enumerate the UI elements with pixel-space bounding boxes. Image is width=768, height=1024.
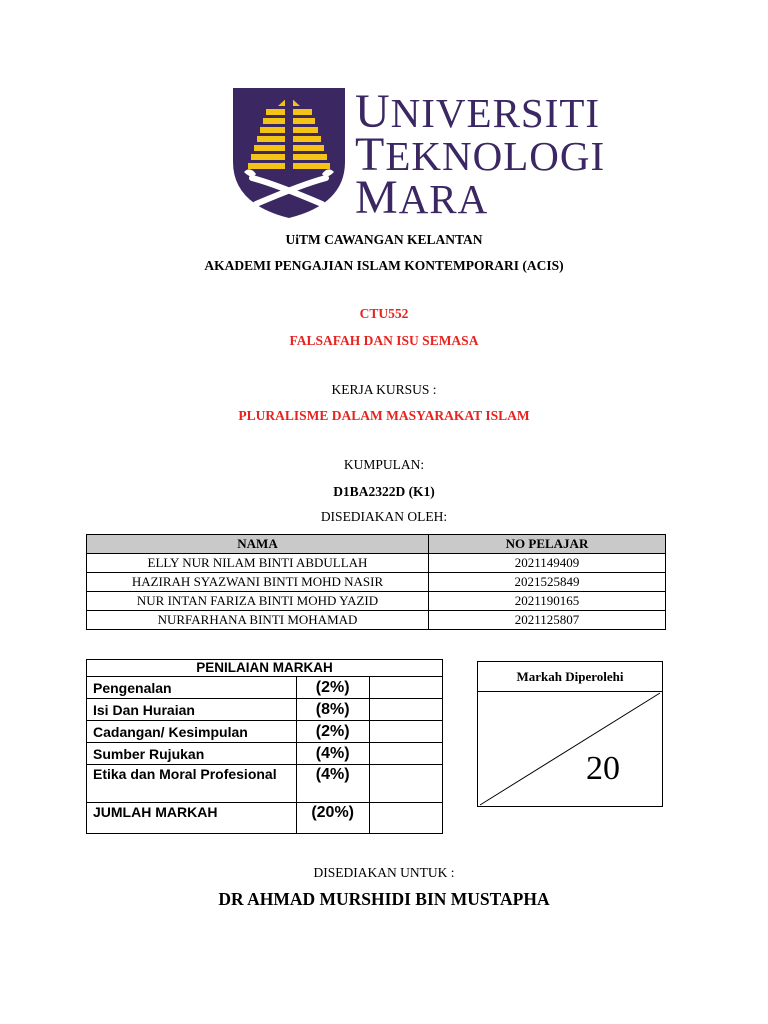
student-number: 2021525849 xyxy=(429,573,666,592)
criterion-weight: (2%) xyxy=(296,721,369,743)
total-score-cell xyxy=(369,803,442,834)
criterion-score-cell xyxy=(369,743,442,765)
assessment-row xyxy=(87,721,443,743)
assessment-row xyxy=(87,677,443,699)
assessment-row xyxy=(87,699,443,721)
criterion-label: Pengenalan xyxy=(87,677,297,699)
table-row xyxy=(87,554,666,573)
prepared-by-label: DISEDIAKAN OLEH: xyxy=(320,509,448,524)
criterion-weight: (8%) xyxy=(296,699,369,721)
criterion-score-cell xyxy=(369,677,442,699)
lecturer-name: DR AHMAD MURSHIDI BIN MUSTAPHA xyxy=(218,889,550,909)
assessment-row xyxy=(87,765,443,803)
uitm-crest-icon xyxy=(230,86,348,220)
student-number: 2021190165 xyxy=(429,592,666,611)
criterion-label: Etika dan Moral Profesional xyxy=(87,765,297,803)
logo-line-1: UNIVERSITI xyxy=(355,85,601,138)
column-header-student-no: NO PELAJAR xyxy=(429,535,666,554)
table-row xyxy=(87,611,666,630)
coursework-label: KERJA KURSUS : xyxy=(331,382,437,397)
total-weight: (20%) xyxy=(296,803,369,834)
criterion-label: Sumber Rujukan xyxy=(87,743,297,765)
coursework-title: PLURALISME DALAM MASYARAKAT ISLAM xyxy=(238,408,530,423)
assessment-row xyxy=(87,743,443,765)
column-header-name: NAMA xyxy=(87,535,429,554)
course-code: CTU552 xyxy=(359,306,409,321)
diagonal-divider xyxy=(478,692,662,806)
course-name: FALSAFAH DAN ISU SEMASA xyxy=(289,333,479,348)
assessment-header-row xyxy=(87,660,443,677)
criterion-score-cell xyxy=(369,699,442,721)
student-number: 2021125807 xyxy=(429,611,666,630)
criterion-score-cell xyxy=(369,765,442,803)
criterion-weight: (4%) xyxy=(296,765,369,803)
university-logo xyxy=(230,85,606,224)
criterion-score-cell xyxy=(369,721,442,743)
criterion-weight: (2%) xyxy=(296,677,369,699)
table-row xyxy=(87,592,666,611)
assessment-title: PENILAIAN MARKAH xyxy=(87,660,443,677)
student-number: 2021149409 xyxy=(429,554,666,573)
group-label: KUMPULAN: xyxy=(343,457,425,472)
campus-heading: UiTM CAWANGAN KELANTAN xyxy=(285,232,483,247)
table-header-row xyxy=(87,535,666,554)
total-label: JUMLAH MARKAH xyxy=(87,803,297,834)
assessment-table xyxy=(86,659,443,834)
marks-obtained-box xyxy=(477,661,663,807)
logo-line-2: TEKNOLOGI xyxy=(355,128,606,181)
student-name: NURFARHANA BINTI MOHAMAD xyxy=(87,611,429,630)
logo-line-3: MARA xyxy=(355,171,489,224)
student-name: HAZIRAH SYAZWANI BINTI MOHD NASIR xyxy=(87,573,429,592)
criterion-label: Cadangan/ Kesimpulan xyxy=(87,721,297,743)
marks-obtained-label: Markah Diperolehi xyxy=(478,662,662,692)
criterion-weight: (4%) xyxy=(296,743,369,765)
student-name: ELLY NUR NILAM BINTI ABDULLAH xyxy=(87,554,429,573)
prepared-for-label: DISEDIAKAN UNTUK : xyxy=(313,865,455,880)
student-name: NUR INTAN FARIZA BINTI MOHD YAZID xyxy=(87,592,429,611)
table-row xyxy=(87,573,666,592)
criterion-label: Isi Dan Huraian xyxy=(87,699,297,721)
academy-heading: AKADEMI PENGAJIAN ISLAM KONTEMPORARI (ACIS) xyxy=(204,258,564,273)
students-table xyxy=(86,534,666,630)
group-value: D1BA2322D (K1) xyxy=(333,484,435,499)
marks-obtained-value: 20 xyxy=(586,750,620,787)
assessment-total-row xyxy=(87,803,443,834)
